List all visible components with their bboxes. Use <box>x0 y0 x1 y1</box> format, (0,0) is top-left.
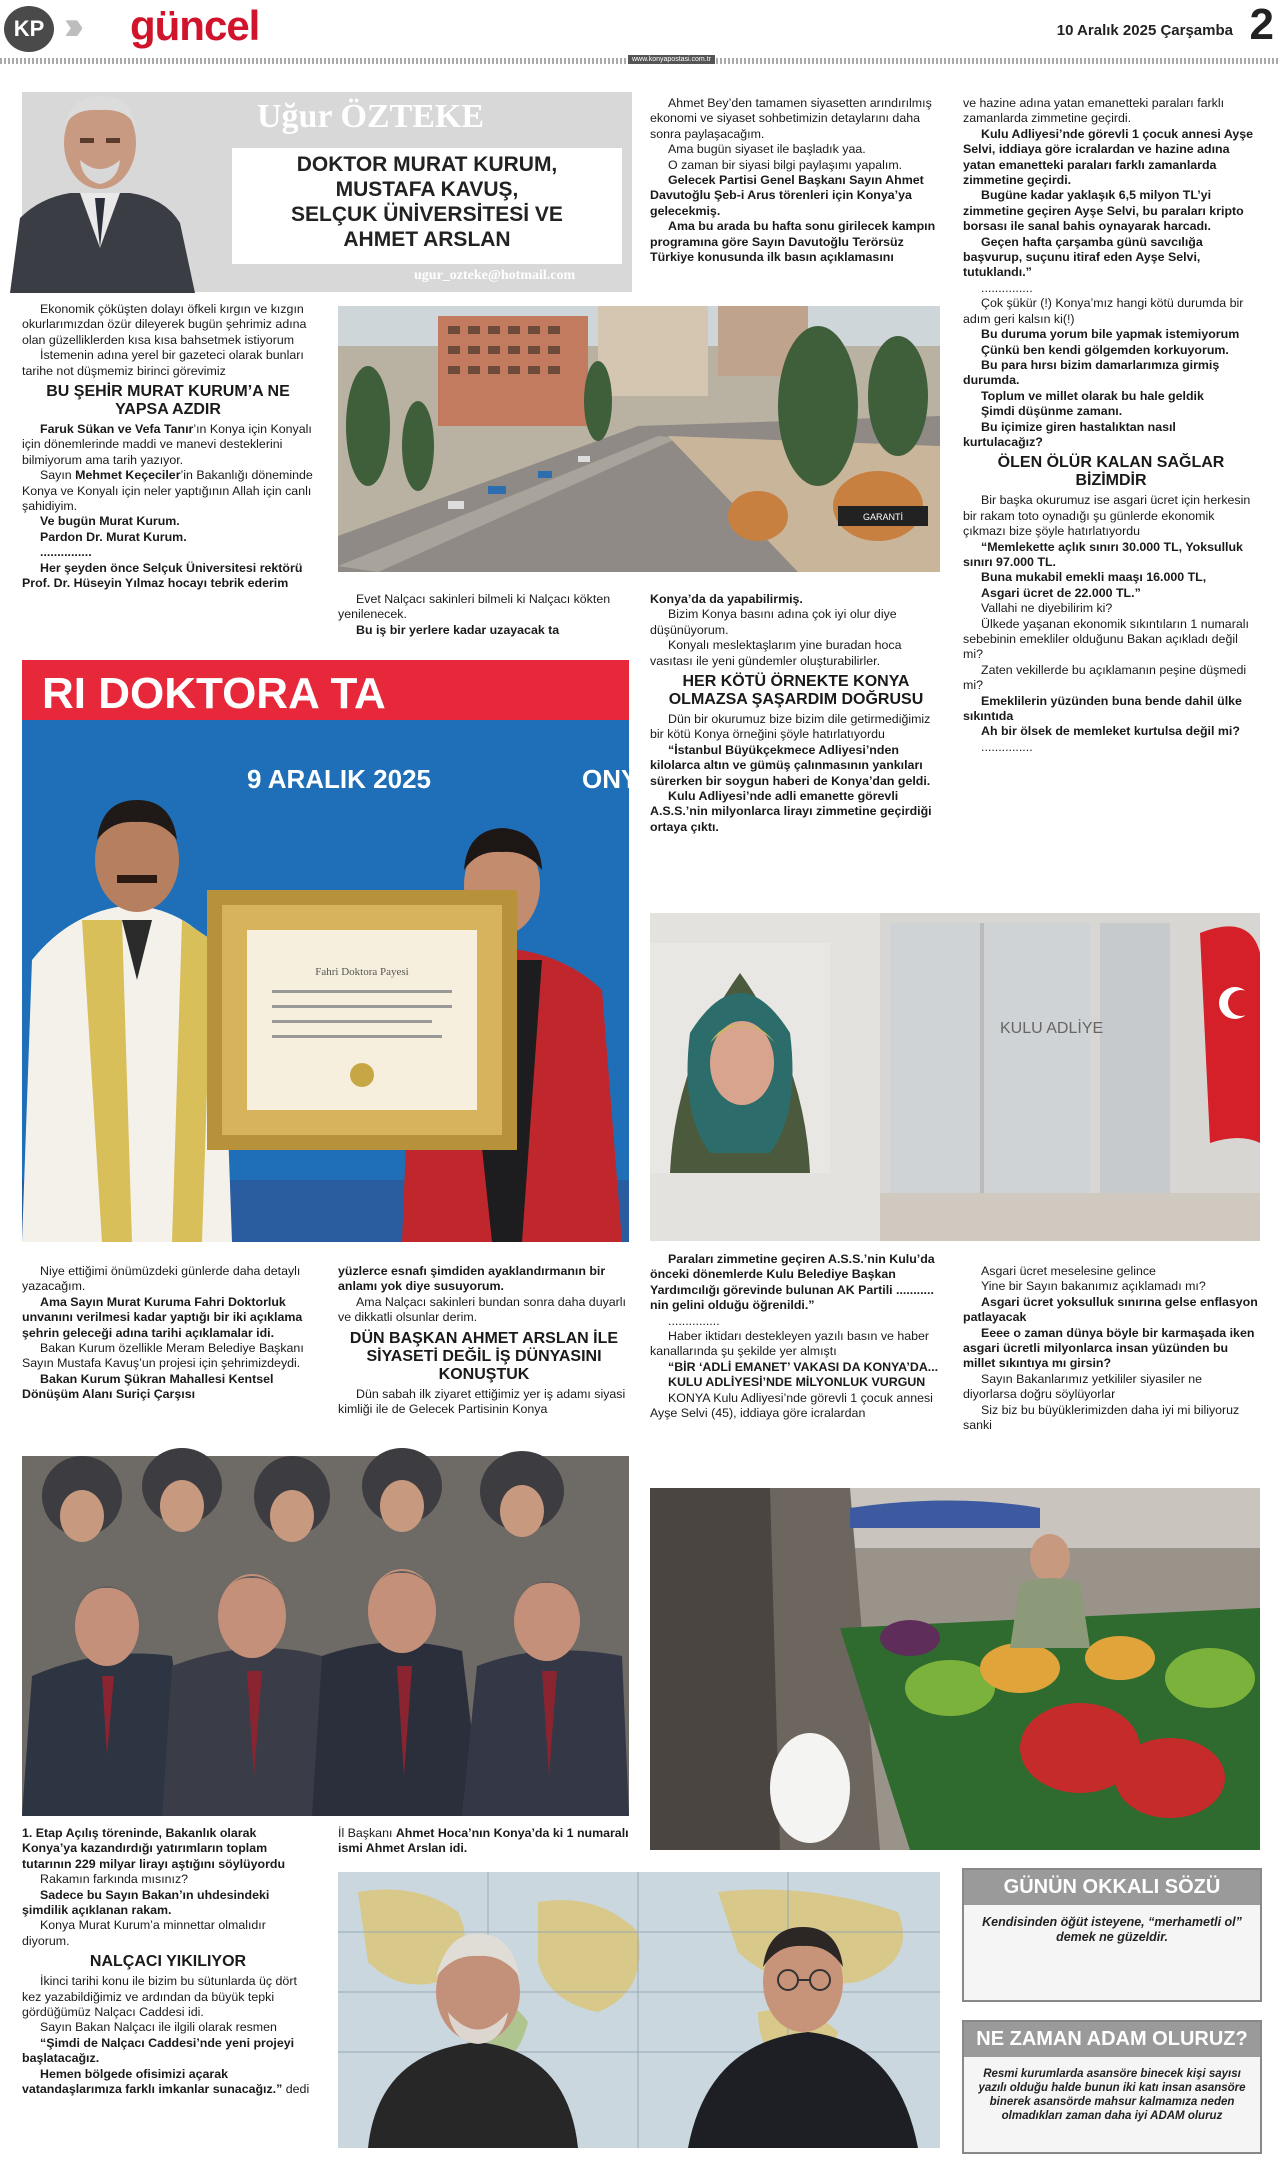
column-2-row3: yüzlerce esnafı şimdiden ayaklandırmanın bir anlamı yok diye susuyorum. Ama Nalçacı sakinleri bundan sonra daha duyarlı ve dikkatli olsunlar derim. DÜN BAŞKAN AHMET ARSLAN İLE SİYASETİ DEĞİL İŞ DÜNYASINI KONUŞTUK Dün sabah ilk ziyaret ettiğimiz yer iş adamı siyasi kimliği ile de Gelecek Partisinin Konya <box>338 1264 630 1417</box>
quote-of-the-day-box <box>962 1868 1262 2002</box>
section-title: güncel <box>130 2 260 49</box>
author-email[interactable]: ugur_ozteke@hotmail.com <box>414 268 576 283</box>
subhead: ÖLEN ÖLÜR KALAN SAĞLAR BİZİMDİR <box>997 454 1225 490</box>
quote-box-body: Kendisinden öğüt isteyene, “merhametli ol” demek ne güzeldir. <box>982 1915 1242 1944</box>
headline: DOKTOR MURAT KURUM, MUSTAFA KAVUŞ, SELÇUK ÜNİVERSİTESİ VE AHMET ARSLAN <box>232 148 622 264</box>
subhead: NALÇACI YIKILIYOR <box>89 1953 247 1971</box>
meeting-photo <box>338 1872 940 2148</box>
when-will-we-be-people-box <box>962 2020 1262 2154</box>
market-photo <box>650 1488 1260 1850</box>
audience-photo <box>22 1456 629 1816</box>
courthouse-photo <box>650 913 1260 1241</box>
column-2-top: Ahmet Bey’den tamamen siyasetten arındırılmış ekonomi ve siyaset sohbetimizin detaylarını daha sonra paylaşacağım. Ama bugün siyaset ile başladık yaa. O zaman bir siyasi bilgi paylaşımı yapalım. Gelecek Partisi Genel Başkanı Sayın Ahmet Davutoğlu Şeb-i Arus törenleri için Konya’ya gelecekmiş. Ama bu arada bu hafta sonu girilecek kampın programına göre Sayın Davutoğlu Terörsüz Türkiye konusunda ilk basın açıklamasını <box>650 96 936 265</box>
column-2-row2: Evet Nalçacı sakinleri bilmeli ki Nalçacı kökten yenilenecek. Bu iş bir yerlere kadar uzayacak ta <box>338 592 611 637</box>
quote-box-title: GÜNÜN OKKALI SÖZÜ <box>964 1870 1260 1905</box>
column-3-row2: Konya’da da yapabilirmiş. Bizim Konya basını adına çok iyi olur diye düşünüyorum. Konyalı meslektaşlarım yine buradan hoca vasıtası ile yeni gündemler oluşturabilirler. HER KÖTÜ ÖRNEKTE KONYA OLMAZSA ŞAŞARDIM DOĞRUSU Dün bir okurumuz bize bizim dile getirmediğimiz bir kötü Konya örneğini şöyle hatırlatıyordu “İstanbul Büyükçekmece Adliyesi’nden kilolarca altın ve gümüş çalınmasının yankıları sürerken bir soygun haberi de Konya’dan geldi. Kulu Adliyesi’nde adli emanette görevli A.S.S.’nin milyonlarca lirayı zimmetine geçirdiği ortaya çıktı. <box>650 592 942 835</box>
author-name: Uğur ÖZTEKE <box>257 98 485 135</box>
subhead: HER KÖTÜ ÖRNEKTE KONYA OLMAZSA ŞAŞARDIM DOĞRUSU <box>668 673 924 709</box>
column-1-row3: Niye ettiğimi önümüzdeki günlerde daha detaylı yazacağım. Ama Sayın Murat Kuruma Fahri Doktorluk unvanını verilmesi kadar yaptığı bir iki açıklama şehrin geleceği adına tarihi açıklamalar idi. Bakan Kurum özellikle Meram Belediye Başkanı Sayın Mustafa Kavuş’un projesi için şehrimizdeydi. Bakan Kurum Şükran Mahallesi Kentsel Dönüşüm Alanı Suriçi Çarşısı <box>22 1264 304 1402</box>
subhead: BU ŞEHİR MURAT KURUM’A NE YAPSA AZDIR <box>46 383 290 419</box>
page-number: 2 <box>1249 0 1274 49</box>
column-4-row3: Asgari ücret meselesine gelince Yine bir Sayın bakanımız açıklamadı mı? Asgari ücret yoksulluk sınırına gelse enflasyon patlayacak Eeee o zaman dünya böyle bir karmaşada iken asgari ücretli milyonlarca insan yüzünden bu millet sıkıntıya mı girsin? Sayın Bakanlarımız yetkililer siyasiler ne diyorlarsa doğru söylüyorlar Siz biz bu büyüklerimizden daha iyi mi biliyoruz sanki <box>963 1264 1258 1433</box>
second-box-title: NE ZAMAN ADAM OLURUZ? <box>964 2022 1260 2057</box>
banner-text: RI DOKTORA TA <box>42 669 386 718</box>
street-photo <box>338 306 940 572</box>
chevrons-icon: ››› <box>64 4 74 48</box>
ceremony-photo <box>22 660 639 1242</box>
column-2-row4: İl Başkanı Ahmet Hoca’nın Konya’da ki 1 numaralı ismi Ahmet Arslan idi. <box>338 1826 629 1856</box>
column-1-row4: 1. Etap Açılış töreninde, Bakanlık olarak Konya’ya kazandırdığı yatırımların toplam tutarının 229 milyar lirayı aştığını söylüyordu Rakamın farkında mısınız? Sadece bu Sayın Bakan’ın uhdesindeki şimdilik açıklanan rakam. Konya Murat Kurum’a minnettar olmalıdır diyorum. NALÇACI YIKILIYOR İkinci tarihi konu ile bizim bu sütunlarda üç dört kez yazabildiğimiz ve ardından da büyük tepki gördüğümüz Nalçacı Caddesi idi. Sayın Bakan Nalçacı ile ilgili olarak resmen “Şimdi de Nalçacı Caddesi’nde yeni projeyi başlatacağız. Hemen bölgede ofisimizi açarak vatandaşlarımıza farklı imkanlar sunacağız.” dedi <box>22 1826 314 2098</box>
website-url[interactable]: www.konyapostasi.com.tr <box>628 55 715 64</box>
column-3-top: ve hazine adına yatan emanetteki paraları farklı zamanlarda zimmetine geçirdi. Kulu Adliyesi’nde görevli 1 çocuk annesi Ayşe Selvi, iddiaya göre icralardan ve hazine adına yatan emanetteki paraları farklı zamanlarda zimmetine geçirdi. Bugüne kadar yaklaşık 6,5 milyon TL’yi zimmetine geçiren Ayşe Selvi, bu paraları kripto borsası ile sanal bahis oynayarak harcadı. Geçen hafta çarşamba günü savcılığa başvurup, suçunu itiraf eden Ayşe Selvi, tutuklandı.” ............... Çok şükür (!) Konya’mız hangi kötü durumda bir adım geri kalsın ki(!) Bu duruma yorum bile yapmak istemiyorum Çünkü ben kendi gölgemden korkuyorum. Bu para hırsı bizim damarlarımıza girmiş durumda. Toplum ve millet olarak bu hale geldik Şimdi düşünme zamanı. Bu içimize giren hastalıktan nasıl kurtulacağız? ÖLEN ÖLÜR KALAN SAĞLAR BİZİMDİR Bir başka okurumuz ise asgari ücret için herkesin bir rakam toto oynadığı şu günlerde ekonomik çıkmazı bize şöyle hatırlatıyordu “Memlekette açlık sınırı 30.000 TL, Yoksulluk sınırı 97.000 TL. Buna mukabil emekli maaşı 16.000 TL, Asgari ücret de 22.000 TL.” Vallahi ne diyebilirim ki? Ülkede yaşanan ekonomik sıkıntıların 1 numaralı sebebinin emekliler olduğunu Bakan açıkladı değil mi? Zaten vekillerde bu açıklamanın peşine düşmedi mi? Emeklilerin yüzünden buna bende dahil ülke sıkıntıda Ah bir ölsek de memleket kurtulsa değil mi? ............... <box>963 96 1259 755</box>
street-sign-text: GARANTİ <box>862 512 904 522</box>
logo[interactable]: KP <box>4 6 54 52</box>
banner-date: 9 ARALIK 2025 <box>247 764 431 794</box>
courthouse-sign: KULU ADLİYE <box>1000 1020 1104 1037</box>
diploma-title: Fahri Doktora Payesi <box>315 966 409 978</box>
issue-date: 10 Aralık 2025 Çarşamba <box>1056 22 1233 39</box>
svg-text:ONY: ONY <box>582 764 639 794</box>
author-portrait <box>0 48 200 293</box>
column-1-top: Ekonomik çöküşten dolayı öfkeli kırgın ve kızgın okurlarımızdan özür dileyerek bugün şehrimiz adına olan güzelliklerden kısa kısa bahsetmek istiyorum İstemenin adına yerel bir gazeteci olarak bunları tarihe not düşmemiz birinci görevimiz BU ŞEHİR MURAT KURUM’A NE YAPSA AZDIR Faruk Sükan ve Vefa Tanır’ın Konya için Konyalı için dönemlerinde maddi ve manevi desteklerini bilmiyorum ama tarih yazıyor. Sayın Mehmet Keçeciler’in Bakanlığı döneminde Konya ve Konyalı için neler yaptığının Allah için canlı şahidiyim. Ve bugün Murat Kurum. Pardon Dr. Murat Kurum. ............... Her şeyden önce Selçuk Üniversitesi rektörü Prof. Dr. Hüseyin Yılmaz hocayı tebrik ederim <box>22 302 313 591</box>
second-box-body: Resmi kurumlarda asansöre binecek kişi sayısı yazılı olduğu halde bunun iki katı insan asansöre binerek asansörde mahsur kalmamıza neden olmadıkları zaman daha iyi ADAM oluruz <box>978 2068 1246 2122</box>
subhead: DÜN BAŞKAN AHMET ARSLAN İLE SİYASETİ DEĞİL İŞ DÜNYASINI KONUŞTUK <box>349 1329 619 1383</box>
column-3-row3: Paraları zimmetine geçiren A.S.S.’nin Kulu’da önceki dönemlerde Kulu Belediye Başkan Yardımcılığı görevinde bulunan AK Partili ........... nin gelini olduğu öğrenildi.” ............... Haber iktidarı destekleyen yazılı basın ve haber kanallarında şu şekilde yer almıştı “BİR ‘ADLİ EMANET’ VAKASI DA KONYA’DA... KULU ADLİYESİ’NDE MİLYONLUK VURGUN KONYA Kulu Adliyesi’nde görevli 1 çocuk annesi Ayşe Selvi (45), iddiaya göre icralardan <box>650 1252 939 1421</box>
